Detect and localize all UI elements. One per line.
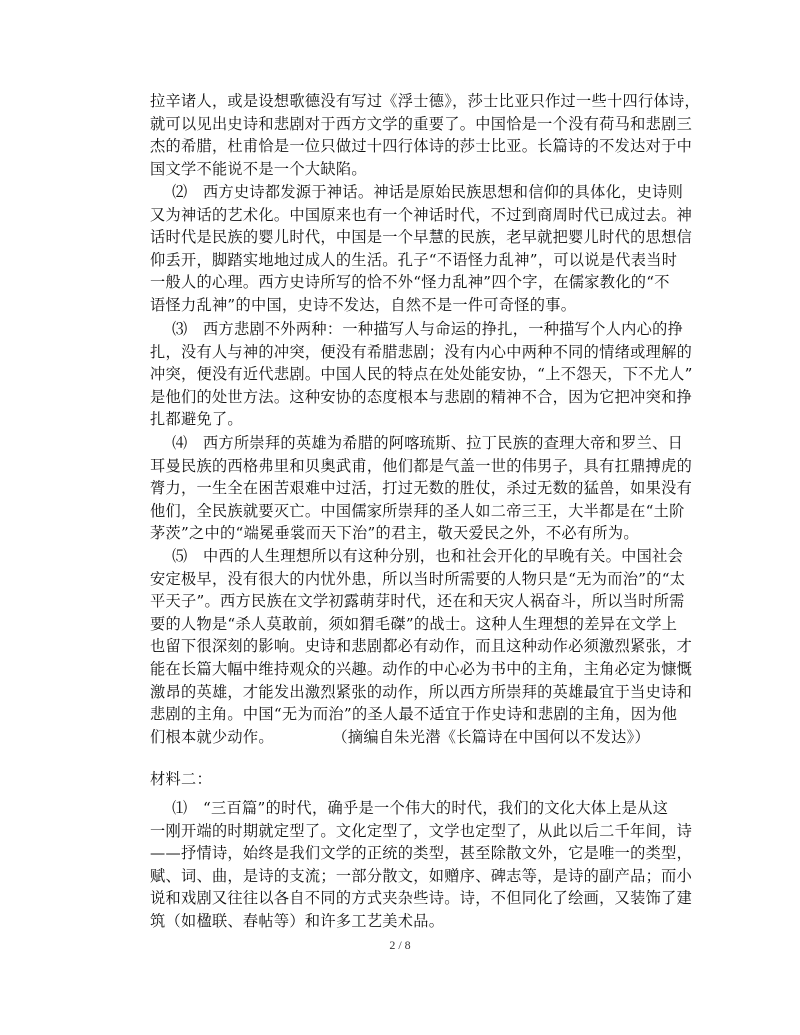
text-line: 能在长篇大幅中维持观众的兴趣。动作的中心必为书中的主角，主角必定为慷慨 xyxy=(150,659,693,678)
text-line: 是他们的处世方法。这种安协的态度根本与悲剧的精神不合，因为它把冲突和挣 xyxy=(150,387,693,406)
page-number xyxy=(0,938,800,953)
text-line: 激昂的英雄，才能发出激烈紧张的动作，所以西方所崇拜的英雄最宜于当史诗和 xyxy=(150,682,693,701)
text-line: 他们，全民族就要灭亡。中国儒家所崇拜的圣人如二帝三王，大半都是在“土阶 xyxy=(150,501,685,520)
text-line: 们根本就少动作。 xyxy=(150,727,274,746)
text-line: 话时代是民族的婴儿时代，中国是一个早慧的民族，老早就把婴儿时代的思想信 xyxy=(150,228,693,247)
text-line: 悲剧的主角。中国“无为而治”的圣人最不适宜于作史诗和悲剧的主角，因为他 xyxy=(150,705,678,724)
text-line: 一般人的心理。西方史诗所写的恰不外“怪力乱神”四个字，在儒家教化的“不 xyxy=(150,273,670,292)
text-line: 赋、词、曲，是诗的支流；一部分散文，如赠序、碑志等，是诗的副产品；而小 xyxy=(150,866,693,885)
text-line: 扎都避免了。 xyxy=(150,410,243,429)
material1-paragraph-3 xyxy=(150,318,693,431)
text-line: ⑷ 西方所崇拜的英雄为希腊的阿喀琉斯、拉丁民族的查理大帝和罗兰、日 xyxy=(172,434,684,452)
material2-paragraph-1 xyxy=(150,797,693,933)
material1-opening-paragraph xyxy=(150,90,700,180)
material1-paragraph-2 xyxy=(150,181,693,317)
text-line: 语怪力乱神”的中国，史诗不发达，自然不是一件可奇怪的事。 xyxy=(150,295,577,314)
text-line: 仰丢开，脚踏实地地过成人的生活。孔子“不语怪力乱神”，可以说是代表当时 xyxy=(150,250,678,269)
text-line: 安定极早，没有很大的内忧外患，所以当时所需要的人物只是“无为而治”的“太 xyxy=(150,569,686,588)
text-line: 要的人物是“杀人莫敢前，须如猬毛磔”的战士。这种人生理想的差异在文学上 xyxy=(150,614,678,633)
text-line: ⑶ 西方悲剧不外两种：一种描写人与命运的挣扎，一种描写个人内心的挣 xyxy=(172,320,684,338)
text-line: 说和戏剧又往往以各自不同的方式夹杂些诗。诗，不但同化了绘画，又装饰了建 xyxy=(150,889,693,908)
text-line: 国文学不能说不是一个大缺陷。 xyxy=(150,159,367,178)
text-line: 扎，没有人与神的冲突，便没有希腊悲剧；没有内心中两种不同的情绪或理解的 xyxy=(150,342,693,361)
text-line: 筑（如楹联、春帖等）和许多工艺美术品。 xyxy=(150,911,445,930)
text-line: ⑵ 西方史诗都发源于神话。神话是原始民族思想和信仰的具体化，史诗则 xyxy=(172,183,684,201)
text-line: 一刚开端的时期就定型了。文化定型了，文学也定型了，从此以后二千年间，诗 xyxy=(150,821,693,840)
text-line: 也留下很深刻的影响。史诗和悲剧都必有动作，而且这种动作必须激烈紧张，才 xyxy=(150,637,693,656)
material1-paragraph-5 xyxy=(150,545,693,748)
text-line: ⑸ 中西的人生理想所以有这种分别，也和社会开化的早晚有关。中国社会 xyxy=(172,547,684,565)
text-line: 茅茨”之中的“端冕垂裳而天下治”的君主，敬天爱民之外，不必有所为。 xyxy=(150,524,639,543)
text-line: 杰的希腊，杜甫恰是一位只做过十四行体诗的莎士比亚。长篇诗的不发达对于中 xyxy=(150,137,693,156)
text-line: 膂力，一生全在困苦艰难中过活，打过无数的胜仗，杀过无数的猛兽，如果没有 xyxy=(150,479,693,498)
text-line: 平天子”。西方民族在文学初露萌芽时代，还在和天灾人祸奋斗，所以当时所需 xyxy=(150,592,685,611)
text-line: 耳曼民族的西格弗里和贝奥武甫，他们都是气盖一世的伟男子，具有扛鼎搏虎的 xyxy=(150,456,693,475)
citation-block xyxy=(150,726,650,749)
text-line: 就可以见出史诗和悲剧对于西方文学的重要了。中国恰是一个没有荷马和悲剧三 xyxy=(150,114,693,133)
material1-paragraph-4 xyxy=(150,432,693,545)
source-citation: （摘编自朱光潜《长篇诗在中国何以不发达》） xyxy=(332,728,650,746)
text-line: 拉辛诸人，或是设想歌德没有写过《浮士德》，莎士比亚只作过一些十四行体诗， xyxy=(150,92,700,110)
material2-heading: 材料二： xyxy=(150,770,212,788)
text-line: ⑴ “三百篇”的时代，确乎是一个伟大的时代，我们的文化大体上是从这 xyxy=(172,799,669,817)
page-number-text: 2 / 8 xyxy=(389,938,411,952)
text-line: ——抒情诗，始终是我们文学的正统的类型，甚至除散文外，它是唯一的类型， xyxy=(150,844,693,863)
text-line: 又为神话的艺术化。中国原来也有一个神话时代，不过到商周时代已成过去。神 xyxy=(150,205,693,224)
text-line: 冲突，便没有近代悲剧。中国人民的特点在处处能安协，“上不怨天，下不尤人” xyxy=(150,365,693,384)
